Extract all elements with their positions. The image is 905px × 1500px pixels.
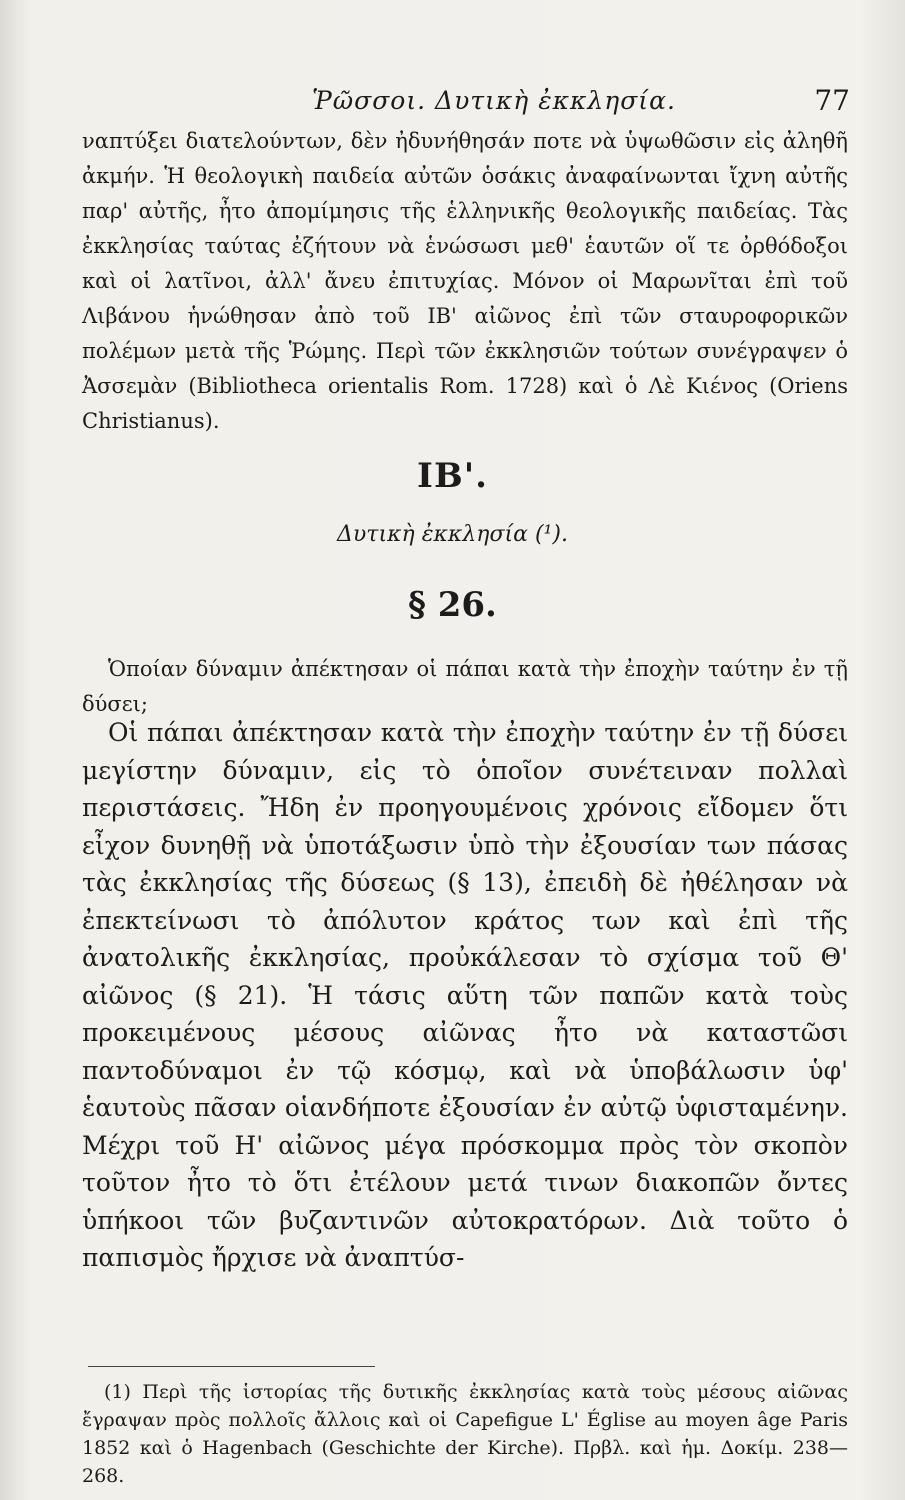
section-mark: ΙΒ'. (417, 456, 488, 496)
answer-text: Οἱ πάπαι ἀπέκτησαν κατὰ τὴν ἐποχὴν ταύτην ἐν τῇ δύσει μεγίστην δύναμιν, εἰς τὸ ὁποῖον συνέτειναν πολλαὶ περιστάσεις. Ἤδη ἐν προηγουμένοις χρόνοις εἴδομεν ὅτι εἶχον δυνηθῇ νὰ ὑποτάξωσιν ὑπὸ τὴν ἐξουσίαν των πάσας τὰς ἐκκλησίας τῆς δύσεως (§ 13), ἐπειδὴ δὲ ἠθέλησαν νὰ ἐπεκτείνωσι τὸ ἀπόλυτον κράτος των καὶ ἐπὶ τῆς ἀνατολικῆς ἐκκλησίας, προὐκάλεσαν τὸ σχίσμα τοῦ Θ' αἰῶνος (§ 21). Ἡ τάσις αὕτη τῶν παπῶν κατὰ τοὺς προκειμένους μέσους αἰῶνας ἦτο νὰ καταστῶσι παντοδύναμοι ἐν τῷ κόσμῳ, καὶ νὰ ὑποβάλωσιν ὑφ' ἑαυτοὺς πᾶσαν οἱανδήποτε ἐξουσίαν ἐν αὐτῷ ὑφισταμένην. Μέχρι τοῦ Η' αἰῶνος μέγα πρόσκομμα πρὸς τὸν σκοπὸν τοῦτον ἦτο τὸ ὅτι ἐτέλουν μετά τινων διακοπῶν ὄντες ὑπήκοοι τῶν βυζαντινῶν αὐτοκρατόρων. Διὰ τοῦτο ὁ παπισμὸς ἤρχισε νὰ ἀναπτύσ- (82, 718, 848, 1272)
page-header (80, 86, 850, 126)
question-text: Ὁποίαν δύναμιν ἀπέκτησαν οἱ πάπαι κατὰ τὴν ἐποχὴν ταύτην ἐν τῇ δύσει; (82, 657, 848, 716)
answer-block (82, 714, 848, 1277)
intro-paragraph: ναπτύξει διατελούντων, δὲν ἠδυνήθησάν ποτε νὰ ὑψωθῶσιν εἰς ἀληθῆ ἀκμήν. Ἡ θεολογικὴ παιδεία αὐτῶν ὁσάκις ἀναφαίνωνται ἴχνη αὐτῆς παρ' αὐτῆς, ἦτο ἀπομίμησις τῆς ἑλληνικῆς θεολογικῆς παιδείας. Τὰς ἐκκλησίας ταύτας ἐζήτουν νὰ ἑνώσωσι μεθ' ἑαυτῶν οἵ τε ὀρθόδοξοι καὶ οἱ λατῖνοι, ἀλλ' ἄνευ ἐπιτυχίας. Μόνον οἱ Μαρωνῖται ἐπὶ τοῦ Λιβάνου ἡνώθησαν ἀπὸ τοῦ ΙΒ' αἰῶνος ἐπὶ τῶν σταυροφορικῶν πολέμων μετὰ τῆς Ῥώμης. Περὶ τῶν ἐκκλησιῶν τούτων συνέγραψεν ὁ Ἀσσεμὰν (Bibliotheca orientalis Rom. 1728) καὶ ὁ Λὲ Κιένος (Oriens Christianus). (82, 129, 848, 433)
footnote: (1) Περὶ τῆς ἱστορίας τῆς δυτικῆς ἐκκλησίας κατὰ τοὺς μέσους αἰῶνας ἔγραψαν πρὸς πολλοῖς ἄλλοις καὶ οἱ Capefigue L' Église au moyen âge Paris 1852 καὶ ὁ Hagenbach (Geschichte der Kirche). Πρβλ. καὶ ἡμ. Δοκίμ. 238—268. (82, 1381, 848, 1487)
question-block (82, 652, 848, 722)
section-subtitle: Δυτικὴ ἐκκλησία (¹). (337, 522, 568, 547)
page-number: 77 (814, 84, 850, 117)
intro-paragraph-block (82, 124, 848, 439)
running-title: Ῥῶσσοι. Δυτικὴ ἐκκλησία. (312, 86, 676, 115)
footnote-rule (88, 1366, 375, 1367)
paragraph-number: § 26. (408, 585, 497, 625)
